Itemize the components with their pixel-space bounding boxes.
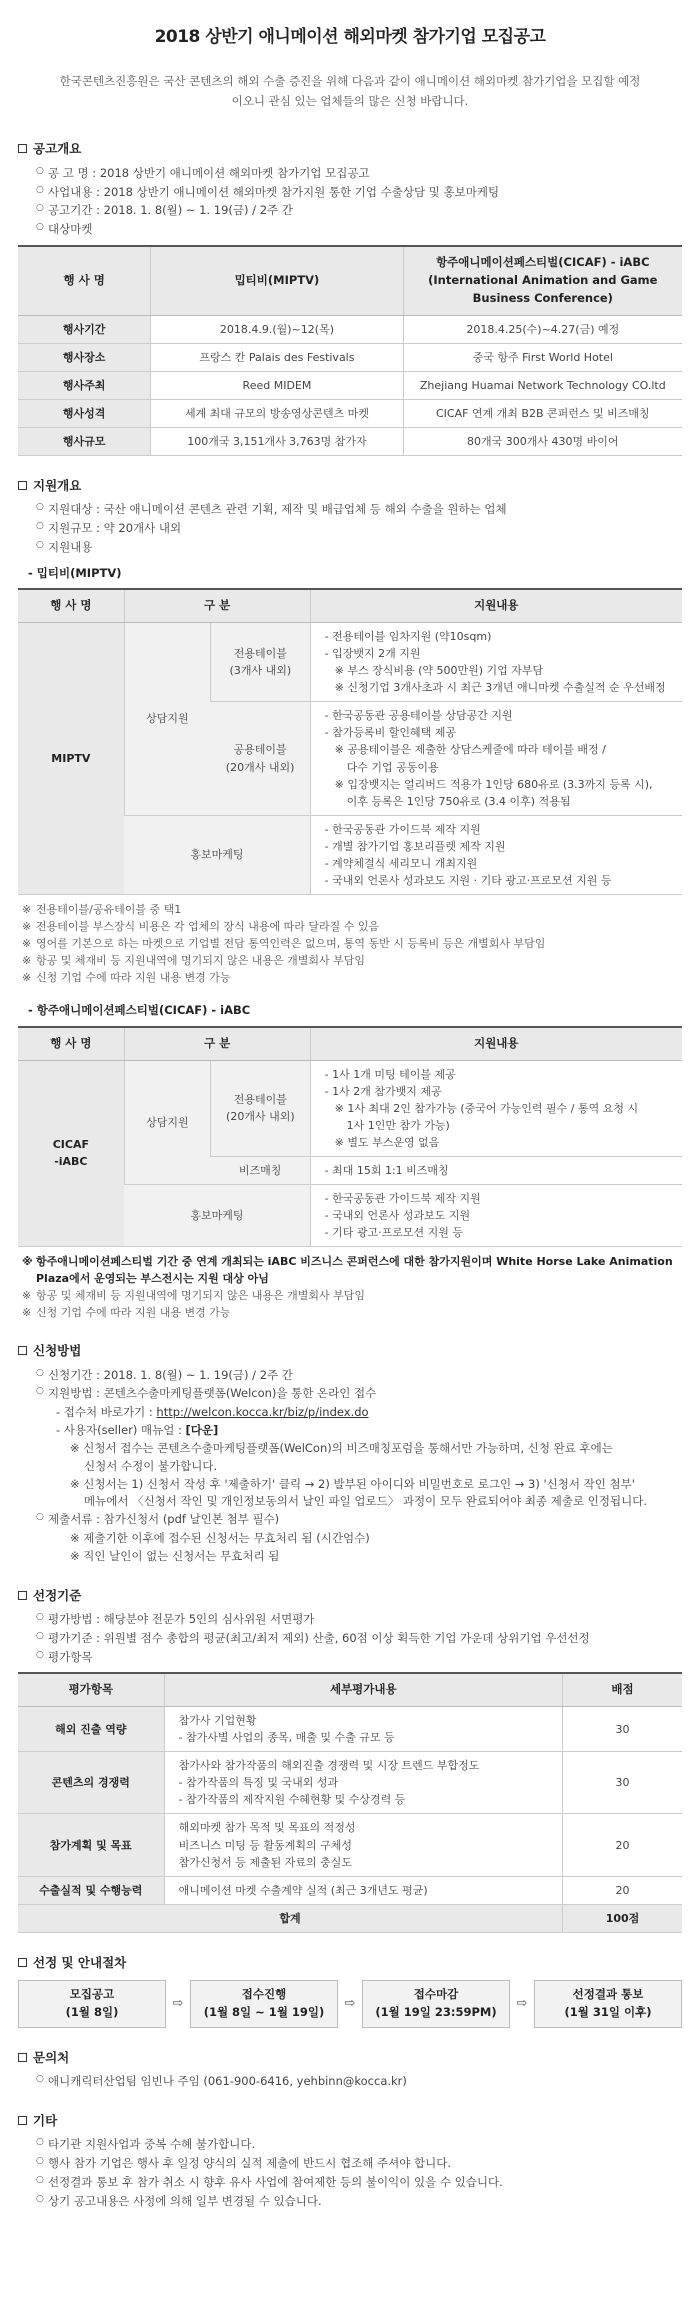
list-item: ○ 공 고 명 : 2018 상반기 애니메이션 해외마켓 참가기업 모집공고 [36, 165, 682, 183]
list-item: ○ 평가방법 : 해당분야 전문가 5인의 심사위원 서면평가 [36, 1611, 682, 1629]
table-row: 참가계획 및 목표 해외마켓 참가 목적 및 목표의 적정성 비즈니스 미팅 등 활동계획의 구체성 참가신청서 등 제출된 자료의 충실도 20 [18, 1814, 682, 1876]
table-row: 행사주최 Reed MIDEM Zhejiang Huamai Network Technology CO.ltd [18, 371, 682, 399]
table-header: 지원내용 [310, 589, 682, 622]
table-header: 배점 [562, 1673, 682, 1706]
section-contact [18, 2048, 682, 2091]
table-header: 밉티비(MIPTV) [151, 246, 403, 315]
table-header: 세부평가내용 [164, 1673, 562, 1706]
list-item: ○ 공고기간 : 2018. 1. 8(월) ~ 1. 19(금) / 2주 간 [36, 202, 682, 220]
table-header: 행 사 명 [18, 589, 124, 622]
section-heading: 신청방법 [18, 1341, 682, 1360]
section-heading: 문의처 [18, 2048, 682, 2067]
table-row: 비즈매칭 - 최대 15회 1:1 비즈매칭 [18, 1156, 682, 1184]
arrow-right-icon: ⇨ [516, 1995, 528, 2011]
list-item: ○ 선정결과 통보 후 참가 취소 시 향후 유사 사업에 참여제한 등의 불이익이 있을 수 있습니다. [36, 2174, 682, 2192]
table-header: 항주애니메이션페스티벌(CICAF) - iABC (International Animation and Game Business Conference) [403, 246, 682, 315]
square-bullet-icon [18, 2053, 27, 2062]
table-total-row: 합계 100점 [18, 1904, 682, 1932]
square-bullet-icon [18, 1958, 27, 1967]
table-row: 공용테이블 (20개사 내외) - 한국공동관 공용테이블 상담공간 지원 - 참가등록비 할인혜택 제공 ※ 공용테이블은 제출한 상담스케줄에 따라 테이블 배정 / 다수 기업 공동이용 ※ 입장뱃지는 얼리버드 적용가 1인당 680유로 (3.3까지 등록 시), 이후 등록은 1인당 750유로 (3.4 이후) 적용됨 [18, 702, 682, 815]
market-table [18, 245, 682, 456]
miptv-table [18, 588, 682, 894]
table-header: 지원내용 [310, 1027, 682, 1060]
table-header: 평가항목 [18, 1673, 164, 1706]
table-row: CICAF -iABC 상담지원 전용테이블 (20개사 내외) - 1사 1개 미팅 테이블 제공 - 1사 2개 참가뱃지 제공 ※ 1사 최대 2인 참가가능 (중국어 가능인력 필수 / 통역 요청 시 1사 1인만 참가 가능) ※ 별도 부스운영 없음 [18, 1060, 682, 1156]
table-row: 수출실적 및 수행능력 애니메이션 마켓 수출계약 실적 (최근 3개년도 평균) 20 [18, 1876, 682, 1904]
etc-list [18, 2136, 682, 2210]
list-item: ○ 지원방법 : 콘텐츠수출마케팅플랫폼(Welcon)을 통한 온라인 접수 [36, 1385, 682, 1403]
apply-link[interactable]: http://welcon.kocca.kr/biz/p/index.do [156, 1405, 369, 1420]
section-overview [18, 139, 682, 455]
table-row: 홍보마케팅 - 한국공동관 가이드북 제작 지원 - 개별 참가기업 홍보리플렛 제작 지원 - 계약체결식 세리모니 개최지원 - 국내외 언론사 성과보도 지원 · 기타 광고·프로모션 지원 등 [18, 815, 682, 894]
note: ※ 항주애니메이션페스티벌 기간 중 연계 개최되는 iABC 비즈니스 콘퍼런스에 대한 참가지원이며 White Horse Lake Animation Plaza에서 운영되는 부스전시는 지원 대상 아님 [22, 1253, 682, 1287]
submission-list [18, 1511, 682, 1529]
process-step: 선정결과 통보 (1월 31일 이후) [534, 1980, 682, 2028]
list-item: ○ 지원대상 : 국산 애니메이션 콘텐츠 관련 기획, 제작 및 배급업체 등 해외 수출을 원하는 업체 [36, 501, 682, 519]
cicaf-notes [22, 1253, 682, 1321]
square-bullet-icon [18, 481, 27, 490]
square-bullet-icon [18, 144, 27, 153]
list-item: ○ 사업내용 : 2018 상반기 애니메이션 해외마켓 참가지원 통한 기업 수출상담 및 홍보마케팅 [36, 184, 682, 202]
table-header: 구 분 [124, 1027, 310, 1060]
section-heading: 기타 [18, 2111, 682, 2130]
overview-list [18, 165, 682, 239]
support-list [18, 501, 682, 556]
process-step: 모집공고 (1월 8일) [18, 1980, 166, 2028]
list-item: ○ 애니캐릭터산업팀 임빈나 주임 (061-900-6416, yehbinn@kocca.kr) [36, 2073, 682, 2091]
table-header: 구 분 [124, 589, 310, 622]
miptv-notes [22, 901, 682, 986]
note: ※ 전용테이블/공유테이블 중 택1 [22, 901, 682, 918]
table-row: 콘텐츠의 경쟁력 참가사와 참가작품의 해외진출 경쟁력 및 시장 트렌드 부합정도 - 참가작품의 특징 및 국내외 성과 - 참가작품의 제작지원 수혜현황 및 수상경력 등 30 [18, 1752, 682, 1814]
note: ※ 영어를 기본으로 하는 마켓으로 기업별 전담 통역인력은 없으며, 통역 동반 시 등록비 등은 개별회사 부담임 [22, 935, 682, 952]
section-application: 신청방법 ○ 신청기간 : 2018. 1. 8(월) ~ 1. 19(금) / 2주 간 ○ 지원방법 : 콘텐츠수출마케팅플랫폼(Welcon)을 통한 온라인 접수 - 접수처 바로가기 : http://welcon.kocca.kr/biz/p/index.do - 사용자(seller) 매뉴얼 : [다운] ※ 신청서 접수는 콘텐츠수출마케팅플랫폼(WelCon)의 비즈매칭포럼을 통해서만 가능하며, 신청 완료 후에는 신청서 수정이 불가합니다. ※ 신청서는 1) 신청서 작성 후 '제출하기' 클릭 → 2) 발부된 아이디와 비밀번호로 로그인 → 3) '신청서 작인 첨부' 메뉴에서 〈신청서 작인 및 개인정보동의서 날인 파일 업로드〉 과정이 모두 완료되어야 최종 제출로 인정됩니다. ○ 제출서류 : 참가신청서 (pdf 날인본 첨부 필수) ※ 제출기한 이후에 접수된 신청서는 무효처리 됨 (시간엄수) ※ 직인 날인이 없는 신청서는 무효처리 됨 [18, 1341, 682, 1565]
note: ※ 신청 기업 수에 따라 지원 내용 변경 가능 [22, 969, 682, 986]
arrow-right-icon: ⇨ [344, 1995, 356, 2011]
process-step: 접수마감 (1월 19일 23:59PM) [362, 1980, 510, 2028]
miptv-subheading: - 밉티비(MIPTV) [28, 565, 122, 580]
list-item: ○ 평가항목 [36, 1649, 682, 1667]
square-bullet-icon [18, 1591, 27, 1600]
list-item: ○ 평가기준 : 위원별 점수 총합의 평균(최고/최저 제외) 산출, 60점 이상 획득한 기업 가운데 상위기업 우선선정 [36, 1630, 682, 1648]
list-item: ○ 신청기간 : 2018. 1. 8(월) ~ 1. 19(금) / 2주 간 [36, 1367, 682, 1385]
manual-download-link[interactable]: [다운] [185, 1423, 219, 1438]
list-item: ○ 타기관 지원사업과 중복 수혜 불가합니다. [36, 2136, 682, 2154]
application-list [18, 1367, 682, 1404]
section-support [18, 476, 682, 1322]
note: ※ 전용테이블 부스장식 비용은 각 업체의 장식 내용에 따라 달라질 수 있음 [22, 918, 682, 935]
table-header: 행 사 명 [18, 1027, 124, 1060]
cicaf-subheading: - 항주애니메이션페스티벌(CICAF) - iABC [28, 1003, 251, 1018]
list-item: ○ 지원내용 [36, 539, 682, 557]
section-heading: 선정 및 안내절차 [18, 1953, 682, 1972]
note: ※ 항공 및 체재비 등 지원내역에 명기되지 않은 내용은 개별회사 부담임 [22, 1287, 682, 1304]
intro-text: 한국콘텐츠진흥원은 국산 콘텐츠의 해외 수출 증진을 위해 다음과 같이 애니메이션 해외마켓 참가기업을 모집할 예정이오니 관심 있는 업체들의 많은 신청 바랍니다. [59, 74, 641, 108]
table-row: 행사기간 2018.4.9.(월)~12(목) 2018.4.25(수)~4.27(금) 예정 [18, 315, 682, 343]
table-header: 행 사 명 [18, 246, 151, 315]
table-row: 행사규모 100개국 3,151개사 3,763명 참가자 80개국 300개사 430명 바이어 [18, 427, 682, 455]
list-item: ○ 행사 참가 기업은 행사 후 일정 양식의 실적 제출에 반드시 협조해 주셔야 합니다. [36, 2155, 682, 2173]
list-item: ○ 상기 공고내용은 사정에 의해 일부 변경될 수 있습니다. [36, 2193, 682, 2211]
table-row: 행사장소 프랑스 칸 Palais des Festivals 중국 항주 First World Hotel [18, 343, 682, 371]
arrow-right-icon: ⇨ [172, 1995, 184, 2011]
table-row: 해외 진출 역량 참가사 기업현황 - 참가사별 사업의 종목, 매출 및 수출 규모 등 30 [18, 1707, 682, 1752]
note: ※ 신청 기업 수에 따라 지원 내용 변경 가능 [22, 1304, 682, 1321]
section-heading: 지원개요 [18, 476, 682, 495]
note: ※ 항공 및 체재비 등 지원내역에 명기되지 않은 내용은 개별회사 부담임 [22, 952, 682, 969]
criteria-list [18, 1611, 682, 1666]
manual-line: - 사용자(seller) 매뉴얼 : [다운] [56, 1423, 219, 1438]
table-row: 홍보마케팅 - 한국공동관 가이드북 제작 지원 - 국내외 언론사 성과보도 지원 - 기타 광고·프로모션 지원 등 [18, 1184, 682, 1246]
square-bullet-icon [18, 1346, 27, 1355]
square-bullet-icon [18, 2116, 27, 2125]
process-flow [18, 1980, 682, 2028]
section-etc [18, 2111, 682, 2211]
page-title: 2018 상반기 애니메이션 해외마켓 참가기업 모집공고 [154, 27, 546, 47]
list-item: ○ 지원규모 : 약 20개사 내외 [36, 520, 682, 538]
section-process [18, 1953, 682, 2028]
criteria-table [18, 1672, 682, 1932]
section-criteria [18, 1586, 682, 1933]
cicaf-table [18, 1026, 682, 1247]
process-step: 접수진행 (1월 8일 ~ 1월 19일) [190, 1980, 338, 2028]
list-item: ○ 대상마켓 [36, 221, 682, 239]
table-row: MIPTV 상담지원 전용테이블 (3개사 내외) - 전용테이블 임차지원 (약10sqm) - 입장뱃지 2개 지원 ※ 부스 장식비용 (약 500만원) 기업 자부담 ※ 신청기업 3개사초과 시 최근 3개년 애니마켓 수출실적 순 우선배정 [18, 623, 682, 702]
list-item: ○ 제출서류 : 참가신청서 (pdf 날인본 첨부 필수) [36, 1511, 682, 1529]
section-heading: 선정기준 [18, 1586, 682, 1605]
apply-link-line: - 접수처 바로가기 : http://welcon.kocca.kr/biz/p/index.do [56, 1405, 369, 1420]
contact-list [18, 2073, 682, 2091]
table-row: 행사성격 세계 최대 규모의 방송영상콘텐츠 마켓 CICAF 연계 개최 B2B 콘퍼런스 및 비즈매칭 [18, 399, 682, 427]
section-heading: 공고개요 [18, 139, 682, 158]
